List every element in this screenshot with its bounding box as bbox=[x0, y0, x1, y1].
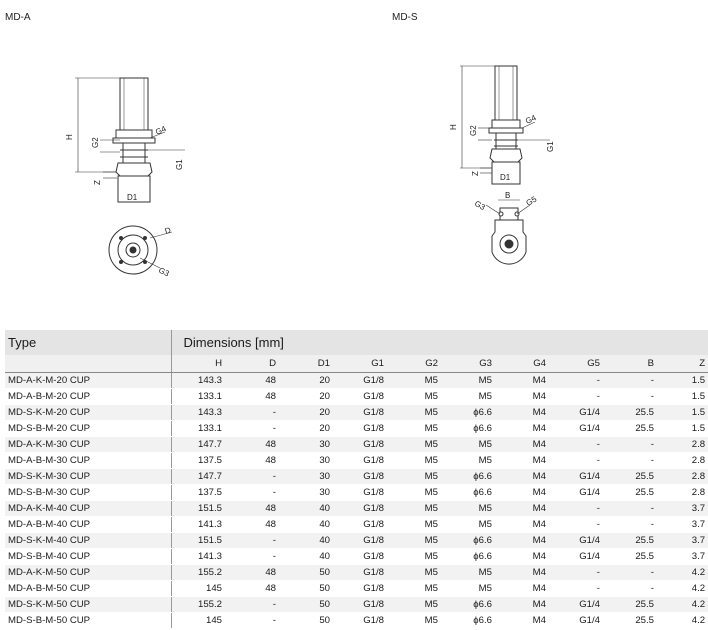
row-type-cell: MD-S-K-M-20 CUP bbox=[5, 405, 171, 421]
cell-g2: M5 bbox=[387, 517, 441, 533]
table-row bbox=[5, 453, 708, 469]
cell-h: 143.3 bbox=[171, 373, 225, 389]
md-a-z-label: Z bbox=[93, 180, 102, 185]
cell-h: 137.5 bbox=[171, 453, 225, 469]
cell-g2: M5 bbox=[387, 613, 441, 629]
table-row bbox=[5, 565, 708, 581]
cell-d1: 40 bbox=[279, 533, 333, 549]
cell-z: 3.7 bbox=[657, 549, 708, 565]
row-type-cell: MD-S-K-M-30 CUP bbox=[5, 469, 171, 485]
cell-g1: G1/8 bbox=[333, 581, 387, 597]
cell-d1: 40 bbox=[279, 517, 333, 533]
cell-d: 48 bbox=[225, 581, 279, 597]
row-type-cell: MD-A-B-M-20 CUP bbox=[5, 389, 171, 405]
cell-g4: M4 bbox=[495, 469, 549, 485]
cell-g5: - bbox=[549, 565, 603, 581]
table-row bbox=[5, 597, 708, 613]
row-type-cell: MD-S-B-M-40 CUP bbox=[5, 549, 171, 565]
cell-g1: G1/8 bbox=[333, 613, 387, 629]
type-column-blank bbox=[5, 355, 171, 373]
cell-g4: M4 bbox=[495, 405, 549, 421]
md-s-h-label: H bbox=[449, 124, 458, 130]
cell-g3: ϕ6.6 bbox=[441, 549, 495, 565]
cell-d: 48 bbox=[225, 437, 279, 453]
cell-h: 151.5 bbox=[171, 501, 225, 517]
md-s-d1-label: D1 bbox=[500, 173, 511, 182]
cell-g1: G1/8 bbox=[333, 421, 387, 437]
cell-z: 1.5 bbox=[657, 405, 708, 421]
cell-b: - bbox=[603, 373, 657, 389]
row-type-cell: MD-S-K-M-40 CUP bbox=[5, 533, 171, 549]
table-row bbox=[5, 581, 708, 597]
cell-b: - bbox=[603, 389, 657, 405]
cell-z: 2.8 bbox=[657, 437, 708, 453]
cell-b: - bbox=[603, 581, 657, 597]
cell-b: - bbox=[603, 517, 657, 533]
cell-g4: M4 bbox=[495, 581, 549, 597]
cell-h: 155.2 bbox=[171, 565, 225, 581]
cell-g4: M4 bbox=[495, 613, 549, 629]
cell-g2: M5 bbox=[387, 437, 441, 453]
row-type-cell: MD-A-K-M-20 CUP bbox=[5, 373, 171, 389]
cell-h: 147.7 bbox=[171, 469, 225, 485]
cell-z: 4.2 bbox=[657, 613, 708, 629]
cell-b: - bbox=[603, 565, 657, 581]
cell-d1: 50 bbox=[279, 581, 333, 597]
row-type-cell: MD-A-B-M-30 CUP bbox=[5, 453, 171, 469]
column-header-d: D bbox=[225, 355, 279, 373]
md-a-g2-label: G2 bbox=[91, 137, 100, 148]
cell-g1: G1/8 bbox=[333, 453, 387, 469]
cell-b: 25.5 bbox=[603, 485, 657, 501]
column-header-z: Z bbox=[657, 355, 708, 373]
cell-d: - bbox=[225, 597, 279, 613]
cell-h: 145 bbox=[171, 613, 225, 629]
cell-h: 141.3 bbox=[171, 517, 225, 533]
table-row bbox=[5, 533, 708, 549]
cell-h: 133.1 bbox=[171, 421, 225, 437]
cell-g2: M5 bbox=[387, 565, 441, 581]
cell-g4: M4 bbox=[495, 549, 549, 565]
table-row bbox=[5, 501, 708, 517]
cell-g5: G1/4 bbox=[549, 533, 603, 549]
md-a-g1-label: G1 bbox=[175, 159, 184, 170]
column-header-b: B bbox=[603, 355, 657, 373]
table-row bbox=[5, 437, 708, 453]
cell-d: 48 bbox=[225, 389, 279, 405]
cell-g3: ϕ6.6 bbox=[441, 533, 495, 549]
cell-g2: M5 bbox=[387, 533, 441, 549]
cell-g5: - bbox=[549, 517, 603, 533]
cell-g5: - bbox=[549, 453, 603, 469]
cell-g5: G1/4 bbox=[549, 421, 603, 437]
cell-g1: G1/8 bbox=[333, 501, 387, 517]
cell-b: 25.5 bbox=[603, 469, 657, 485]
cell-g5: - bbox=[549, 501, 603, 517]
cell-g3: M5 bbox=[441, 581, 495, 597]
cell-g1: G1/8 bbox=[333, 373, 387, 389]
md-a-h-label: H bbox=[65, 134, 74, 140]
cell-d1: 20 bbox=[279, 405, 333, 421]
dimensions-table bbox=[5, 330, 708, 629]
cell-g5: - bbox=[549, 581, 603, 597]
cell-b: 25.5 bbox=[603, 549, 657, 565]
technical-drawings bbox=[0, 0, 693, 320]
cell-h: 155.2 bbox=[171, 597, 225, 613]
cell-d1: 50 bbox=[279, 565, 333, 581]
table-row bbox=[5, 421, 708, 437]
cell-g5: G1/4 bbox=[549, 485, 603, 501]
cell-g3: ϕ6.6 bbox=[441, 405, 495, 421]
cell-g4: M4 bbox=[495, 389, 549, 405]
cell-g4: M4 bbox=[495, 501, 549, 517]
cell-z: 2.8 bbox=[657, 485, 708, 501]
table-group-header bbox=[5, 330, 708, 355]
cell-d1: 50 bbox=[279, 597, 333, 613]
row-type-cell: MD-S-B-M-50 CUP bbox=[5, 613, 171, 629]
md-a-d-label: D bbox=[163, 225, 173, 236]
cell-h: 143.3 bbox=[171, 405, 225, 421]
cell-d: - bbox=[225, 405, 279, 421]
cell-g5: - bbox=[549, 437, 603, 453]
cell-g5: G1/4 bbox=[549, 613, 603, 629]
cell-g4: M4 bbox=[495, 437, 549, 453]
cell-d1: 20 bbox=[279, 389, 333, 405]
cell-d1: 30 bbox=[279, 437, 333, 453]
row-type-cell: MD-A-B-M-50 CUP bbox=[5, 581, 171, 597]
md-s-side-view bbox=[460, 66, 550, 184]
cell-d: 48 bbox=[225, 517, 279, 533]
cell-g1: G1/8 bbox=[333, 517, 387, 533]
type-header: Type bbox=[5, 330, 171, 355]
md-s-z-label: Z bbox=[471, 171, 480, 176]
cell-g3: ϕ6.6 bbox=[441, 421, 495, 437]
cell-g4: M4 bbox=[495, 533, 549, 549]
cell-h: 133.1 bbox=[171, 389, 225, 405]
cell-g2: M5 bbox=[387, 421, 441, 437]
cell-d1: 30 bbox=[279, 485, 333, 501]
cell-z: 2.8 bbox=[657, 469, 708, 485]
md-a-title: MD-A bbox=[5, 12, 31, 23]
cell-d: - bbox=[225, 533, 279, 549]
cell-b: - bbox=[603, 453, 657, 469]
row-type-cell: MD-S-K-M-50 CUP bbox=[5, 597, 171, 613]
cell-d: - bbox=[225, 469, 279, 485]
cell-d: 48 bbox=[225, 373, 279, 389]
md-s-g5-label: G5 bbox=[524, 194, 539, 208]
cell-z: 1.5 bbox=[657, 421, 708, 437]
md-s-g2-label: G2 bbox=[469, 125, 478, 136]
cell-g1: G1/8 bbox=[333, 437, 387, 453]
cell-d1: 20 bbox=[279, 421, 333, 437]
md-s-title: MD-S bbox=[392, 12, 418, 23]
cell-d: 48 bbox=[225, 565, 279, 581]
column-header-g2: G2 bbox=[387, 355, 441, 373]
cell-g3: M5 bbox=[441, 453, 495, 469]
cell-d1: 30 bbox=[279, 453, 333, 469]
cell-b: 25.5 bbox=[603, 421, 657, 437]
row-type-cell: MD-S-B-M-20 CUP bbox=[5, 421, 171, 437]
cell-b: 25.5 bbox=[603, 613, 657, 629]
cell-g3: ϕ6.6 bbox=[441, 613, 495, 629]
md-s-b-label: B bbox=[505, 191, 511, 200]
md-a-g3-label: G3 bbox=[157, 265, 171, 279]
cell-d1: 40 bbox=[279, 501, 333, 517]
cell-g4: M4 bbox=[495, 421, 549, 437]
cell-g5: G1/4 bbox=[549, 549, 603, 565]
dimensions-header: Dimensions [mm] bbox=[171, 330, 708, 355]
table-row bbox=[5, 469, 708, 485]
table-row bbox=[5, 405, 708, 421]
cell-b: - bbox=[603, 437, 657, 453]
cell-g1: G1/8 bbox=[333, 405, 387, 421]
cell-b: 25.5 bbox=[603, 533, 657, 549]
cell-d: - bbox=[225, 549, 279, 565]
cell-g1: G1/8 bbox=[333, 565, 387, 581]
cell-h: 141.3 bbox=[171, 549, 225, 565]
cell-d: - bbox=[225, 613, 279, 629]
column-header-g3: G3 bbox=[441, 355, 495, 373]
cell-g2: M5 bbox=[387, 581, 441, 597]
cell-g3: ϕ6.6 bbox=[441, 485, 495, 501]
cell-g2: M5 bbox=[387, 597, 441, 613]
cell-g1: G1/8 bbox=[333, 533, 387, 549]
cell-g3: M5 bbox=[441, 501, 495, 517]
cell-g4: M4 bbox=[495, 485, 549, 501]
cell-z: 3.7 bbox=[657, 517, 708, 533]
cell-z: 2.8 bbox=[657, 453, 708, 469]
cell-g5: G1/4 bbox=[549, 405, 603, 421]
md-a-g4-label: G4 bbox=[154, 124, 168, 137]
cell-g3: M5 bbox=[441, 565, 495, 581]
cell-d: - bbox=[225, 421, 279, 437]
cell-g5: G1/4 bbox=[549, 597, 603, 613]
cell-g2: M5 bbox=[387, 469, 441, 485]
cell-g2: M5 bbox=[387, 389, 441, 405]
table-row bbox=[5, 613, 708, 629]
cell-d1: 40 bbox=[279, 549, 333, 565]
cell-g2: M5 bbox=[387, 501, 441, 517]
cell-z: 3.7 bbox=[657, 501, 708, 517]
table-row bbox=[5, 517, 708, 533]
cell-g2: M5 bbox=[387, 549, 441, 565]
cell-d: 48 bbox=[225, 453, 279, 469]
cell-z: 1.5 bbox=[657, 389, 708, 405]
cell-z: 1.5 bbox=[657, 373, 708, 389]
cell-z: 3.7 bbox=[657, 533, 708, 549]
cell-g4: M4 bbox=[495, 453, 549, 469]
md-a-d1-label: D1 bbox=[127, 193, 138, 202]
cell-d1: 20 bbox=[279, 373, 333, 389]
row-type-cell: MD-A-B-M-40 CUP bbox=[5, 517, 171, 533]
dimensions-table-container bbox=[5, 330, 706, 629]
cell-g3: M5 bbox=[441, 373, 495, 389]
cell-d: - bbox=[225, 485, 279, 501]
cell-z: 4.2 bbox=[657, 581, 708, 597]
cell-g5: G1/4 bbox=[549, 469, 603, 485]
md-s-g1-label: G1 bbox=[546, 141, 555, 152]
cell-g3: ϕ6.6 bbox=[441, 597, 495, 613]
table-row bbox=[5, 485, 708, 501]
cell-g3: M5 bbox=[441, 517, 495, 533]
cell-d: 48 bbox=[225, 501, 279, 517]
cell-g3: ϕ6.6 bbox=[441, 469, 495, 485]
cell-g1: G1/8 bbox=[333, 389, 387, 405]
cell-z: 4.2 bbox=[657, 597, 708, 613]
cell-g3: M5 bbox=[441, 389, 495, 405]
cell-g3: M5 bbox=[441, 437, 495, 453]
table-column-header bbox=[5, 355, 708, 373]
column-header-g1: G1 bbox=[333, 355, 387, 373]
cell-g4: M4 bbox=[495, 597, 549, 613]
cell-h: 151.5 bbox=[171, 533, 225, 549]
cell-d1: 30 bbox=[279, 469, 333, 485]
row-type-cell: MD-A-K-M-30 CUP bbox=[5, 437, 171, 453]
cell-g2: M5 bbox=[387, 373, 441, 389]
cell-g4: M4 bbox=[495, 565, 549, 581]
table-row bbox=[5, 549, 708, 565]
cell-g1: G1/8 bbox=[333, 469, 387, 485]
cell-b: 25.5 bbox=[603, 405, 657, 421]
md-s-g4-label: G4 bbox=[524, 113, 538, 126]
column-header-g4: G4 bbox=[495, 355, 549, 373]
table-body bbox=[5, 373, 708, 629]
column-header-d1: D1 bbox=[279, 355, 333, 373]
column-header-h: H bbox=[171, 355, 225, 373]
cell-g2: M5 bbox=[387, 453, 441, 469]
cell-b: - bbox=[603, 501, 657, 517]
table-row bbox=[5, 373, 708, 389]
md-s-bracket-view bbox=[486, 200, 530, 264]
cell-g5: - bbox=[549, 373, 603, 389]
row-type-cell: MD-A-K-M-50 CUP bbox=[5, 565, 171, 581]
md-s-g3-label: G3 bbox=[473, 198, 487, 213]
cell-z: 4.2 bbox=[657, 565, 708, 581]
cell-h: 145 bbox=[171, 581, 225, 597]
cell-g4: M4 bbox=[495, 373, 549, 389]
cell-g4: M4 bbox=[495, 517, 549, 533]
cell-b: 25.5 bbox=[603, 597, 657, 613]
cell-g1: G1/8 bbox=[333, 549, 387, 565]
cell-g2: M5 bbox=[387, 485, 441, 501]
row-type-cell: MD-S-B-M-30 CUP bbox=[5, 485, 171, 501]
cell-h: 137.5 bbox=[171, 485, 225, 501]
cell-g1: G1/8 bbox=[333, 597, 387, 613]
cell-d1: 50 bbox=[279, 613, 333, 629]
row-type-cell: MD-A-K-M-40 CUP bbox=[5, 501, 171, 517]
table-row bbox=[5, 389, 708, 405]
cell-g2: M5 bbox=[387, 405, 441, 421]
cell-g1: G1/8 bbox=[333, 485, 387, 501]
column-header-g5: G5 bbox=[549, 355, 603, 373]
cell-h: 147.7 bbox=[171, 437, 225, 453]
cell-g5: - bbox=[549, 389, 603, 405]
